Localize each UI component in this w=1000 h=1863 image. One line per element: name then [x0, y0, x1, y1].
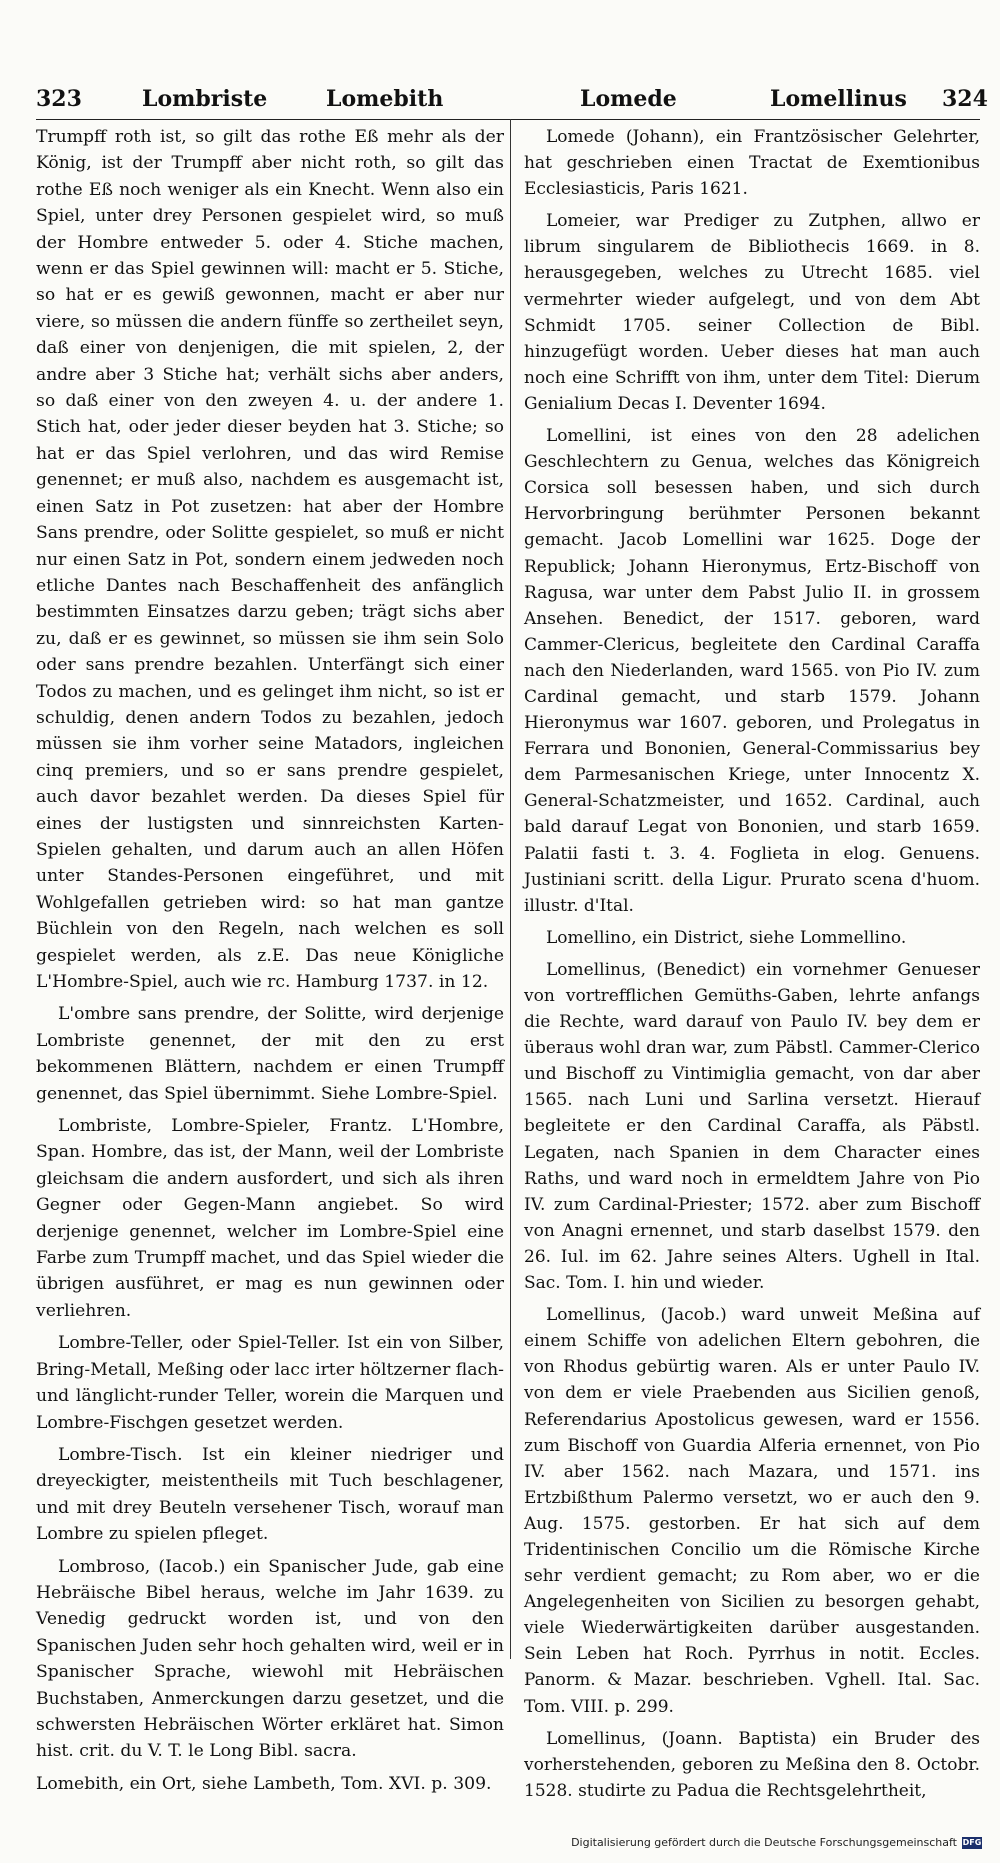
dfg-logo-icon: DFG	[962, 1837, 982, 1847]
entry-lombre-sans-prendre: L'ombre sans prendre, der Solitte, wird derjenige Lombriste genennet, der mit den zu erst bekommenen Blättern, nachdem er einen Trumpff genennet, das Spiel übernimmt. Siehe Lombre-Spiel.	[36, 1004, 504, 1104]
entry-lomeier: Lomeier, war Prediger zu Zutphen, allwo er librum singularem de Bibliothecis 1669. in 8. herausgegeben, welches zu Utrecht 1685. viel vermehrter wieder aufgelegt, und von dem Abt Schmidt 1705. seiner Collection de Bibl. hinzugefügt worden. Ueber dieses hat man auch noch eine Schrifft von ihm, unter dem Titel: Dierum Genialium Decas I. Deventer 1694.	[524, 211, 980, 414]
left-column	[36, 124, 504, 1803]
entry-lombre-tisch: Lombre-Tisch. Ist ein kleiner niedriger und dreyeckigter, meistentheils mit Tuch beschlagener, und mit drey Beuteln versehener Tisch, worauf man Lombre zu spielen pfleget.	[36, 1444, 504, 1545]
entry-lomebith: Lomebith, ein Ort, siehe Lambeth, Tom. XVI. p. 309.	[36, 1773, 492, 1794]
column-divider	[510, 119, 511, 1659]
catchword-left-2: Lomebith	[326, 86, 444, 112]
header-rule	[36, 119, 980, 120]
page-number-left: 323	[36, 86, 82, 112]
entry-lomellino: Lomellino, ein District, siehe Lommellino.	[546, 927, 907, 948]
page-number-right: 324	[942, 86, 988, 112]
entry-lomellinus-jacob: Lomellinus, (Jacob.) ward unweit Meßina auf einem Schiffe von adelichen Eltern gebohren, die von Rhodus gebürtig waren. Als er unter Paulo IV. von dem er viele Praebenden aus Sicilien genoß, Referendarius Apostolicus gewesen, ward er 1556. zum Bischoff von Guardia Alferia ernennet, von Pio IV. aber 1562. nach Mazara, und 1571. ins Ertzbißthum Palermo versetzt, wo er auch den 9. Aug. 1575. gestorben. Er hat sich auf dem Tridentinischen Concilio um die Römische Kirche sehr verdient gemacht; zu Rom aber, wo er die Angelegenheiten von Sicilien zu besorgen gehabt, viele Wiederwärtigkeiten darüber ausgestanden. Sein Leben hat Roch. Pyrrhus in notit. Eccles. Panorm. & Mazar. beschrieben. Vghell. Ital. Sac. Tom. VIII. p. 299.	[524, 1305, 980, 1717]
entry-lombriste: Lombriste, Lombre-Spieler, Frantz. L'Hombre, Span. Hombre, das ist, der Mann, weil der Lombriste gleichsam die andern ausfordert, und sich als ihren Gegner oder Gegen-Mann angiebet. So wird derjenige genennet, welcher im Lombre-Spiel eine Farbe zum Trumpff machet, und das Spiel wieder die übrigen ausführet, er mag es nun gewinnen oder verliehren.	[36, 1116, 504, 1321]
entry-lomellinus-benedict: Lomellinus, (Benedict) ein vornehmer Genueser von vortrefflichen Gemüths-Gaben, lehrte anfangs die Rechte, ward darauf von Paulo IV. bey dem er überaus wohl dran war, zum Päbstl. Cammer-Clerico und Bischoff zu Vintimiglia gemacht, von dar aber 1565. nach Luni und Sarlina versetzt. Hierauf begleitete er den Cardinal Caraffa, als Päbstl. Legaten, nach Spanien in dem Character eines Raths, und ward noch in ermeldtem Jahre von Pio IV. zum Cardinal-Priester; 1572. aber zum Bischoff von Anagni ernennet, und starb daselbst 1579. den 26. Iul. im 62. Jahre seines Alters. Ughell in Ital. Sac. Tom. I. hin und wieder.	[524, 959, 980, 1294]
entry-lomede: Lomede (Johann), ein Frantzösischer Gelehrter, hat geschrieben einen Tractat de Exemtionibus Ecclesiasticis, Paris 1621.	[524, 127, 980, 200]
right-column	[524, 124, 980, 1810]
catchword-right-1: Lomede	[580, 86, 677, 112]
entry-lombroso: Lombroso, (Iacob.) ein Spanischer Jude, gab eine Hebräische Bibel heraus, welche im Jahr 1639. zu Venedig gedruckt worden ist, und von den Spanischen Juden sehr hoch gehalten wird, weil er in Spanischer Sprache, wiewohl mit Hebräischen Buchstaben, Anmerckungen darzu gesetzet, und die schwersten Hebräischen Wörter erkläret hat. Simon hist. crit. du V. T. le Long Bibl. sacra.	[36, 1556, 504, 1762]
catchword-right-2: Lomellinus	[770, 86, 907, 112]
entry-lomellinus-joann-baptista: Lomellinus, (Joann. Baptista) ein Bruder des vorherstehenden, geboren zu Meßina den 8. Octobr. 1528. studirte zu Padua die Rechtsgelehrtheit,	[524, 1728, 980, 1801]
entry-lombre-rules: Trumpff roth ist, so gilt das rothe Eß mehr als der König, ist der Trumpff aber nicht roth, so gilt das rothe Eß noch weniger als ein Knecht. Wenn also ein Spiel, unter drey Personen gespielet wird, so muß der Hombre entweder 5. oder 4. Stiche machen, wenn er das Spiel gewinnen will: macht er 5. Stiche, so hat er es gewiß gewonnen, macht er aber nur viere, so müssen die andern fünffe so zertheilet seyn, daß einer von denjenigen, die mit spielen, 2, der andre aber 3 Stiche hat; verhält sichs aber anders, so daß einer von den zweyen 4. u. der andere 1. Stich hat, oder jeder dieser beyden hat 3. Stiche; so hat er das Spiel verlohren, und das wird Remise genennet; er muß also, nachdem es ausgemacht ist, einen Satz in Pot zusetzen: hat aber der Hombre Sans prendre, oder Solitte gespielet, so muß er nicht nur einen Satz in Pot, sondern einem jedweden noch etliche Dantes nach Beschaffenheit des anfänglich bestimmten Einsatzes darzu geben; trägt sichs aber zu, daß er es gewinnet, so müssen sie ihm sein Solo oder sans prendre bezahlen. Unterfängt sich einer Todos zu machen, und es gelinget ihm nicht, so ist er schuldig, denen andern Todos zu bezahlen, jedoch müssen sie ihm vorher seine Matadors, ingleichen cinq premiers, und so er sans prendre gespielet, auch davor bezahlet werden. Da dieses Spiel für eines der lustigsten und sinnreichsten Karten-Spielen gehalten, und darum auch an allen Höfen unter Standes-Personen eingeführet, und mit Wohlgefallen getrieben wird: so hat man gantze Büchlein von den Regeln, nach welchen es soll gespielet werden, als z.E. Das neue Königliche L'Hombre-Spiel, auch wie rc. Hamburg 1737. in 12.	[36, 127, 504, 992]
footer-text: Digitalisierung gefördert durch die Deutsche Forschungsgemeinschaft	[571, 1836, 957, 1849]
digitization-footer	[571, 1836, 982, 1849]
entry-lomellini: Lomellini, ist eines von den 28 adelichen Geschlechtern zu Genua, welches das Königreich Corsica soll besessen haben, und sich durch Hervorbringung berühmter Personen bekannt gemacht. Jacob Lomellini war 1625. Doge der Republick; Johann Hieronymus, Ertz-Bischoff von Ragusa, war unter dem Pabst Julio II. in grossem Ansehen. Benedict, der 1517. geboren, ward Cammer-Clericus, begleitete den Cardinal Caraffa nach den Niederlanden, ward 1565. von Pio IV. zum Cardinal gemacht, und starb 1579. Johann Hieronymus war 1607. geboren, und Prolegatus in Ferrara und Bononien, General-Commissarius bey dem Parmesanischen Kriege, unter Innocentz X. General-Schatzmeister, und 1652. Cardinal, auch bald darauf Legat von Bononien, und starb 1659. Palatii fasti t. 3. 4. Foglieta in elog. Genuens. Justiniani scritt. della Ligur. Prurato scena d'huom. illustr. d'Ital.	[524, 426, 980, 916]
entry-lombre-teller: Lombre-Teller, oder Spiel-Teller. Ist ein von Silber, Bring-Metall, Meßing oder lacc irter höltzerner flach- und länglicht-runder Teller, worein die Marquen und Lombre-Fischgen gesetzet werden.	[36, 1333, 504, 1433]
catchword-left-1: Lombriste	[142, 86, 268, 112]
